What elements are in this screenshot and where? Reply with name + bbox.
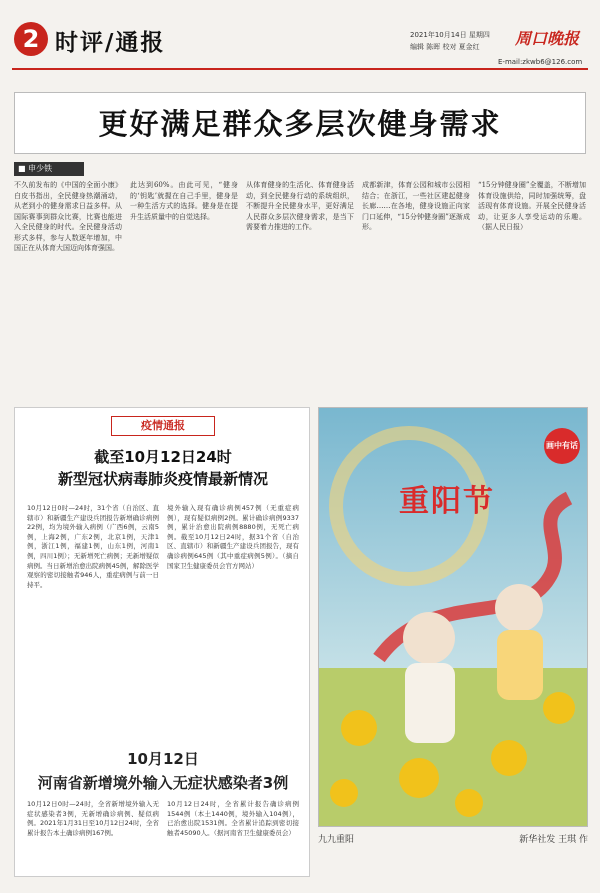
newspaper-logo: 周口晚报 [515,29,580,48]
subreport-column: 10月12日0时—24时，全省新增境外输入无症状感染者3例，无新增确诊病例、疑似病例。2021年1月31日至10月12日24时，全省累计报告本土确诊病例167例。 [27,800,159,837]
elder-woman-head-icon [495,584,543,632]
subreport-date: 10月12日 [127,750,199,768]
epidemic-title-line2: 新型冠状病毒肺炎疫情最新情况 [57,470,268,488]
editors-line: 编辑 陈晖 校对 夏金红 [410,43,480,51]
commentary-article [14,92,586,392]
epidemic-columns [27,504,299,740]
commentary-column: “15分钟健身圈”全覆盖，不断增加体育设施供给，同时加强统筹，盘活现有体育设施。开展全民健身活动，让更多人享受运动的乐趣。（据人民日报） [478,181,586,231]
art-title: 重阳节 [399,484,495,519]
epidemic-column: 10月12日0时—24时，31个省（自治区、直辖市）和新疆生产建设兵团报告新增确诊病例22例，均为境外输入病例（广西6例，云南5例，上海2例，广东2例，北京1例，天津1例，浙江1例，福建1例，山东1例，河南1例，四川1例）；无新增死亡病例；无新增疑似病例。当日新增治愈出院病例45例，解除医学观察的密切接触者946人，重症病例与前一日持平。 [27,504,159,589]
epidemic-title-line1: 截至10月12日24时 [94,448,232,466]
chongyang-illustration [318,407,588,827]
commentary-columns [14,180,586,392]
epidemic-label: 疫情通报 [111,416,215,436]
art-badge: 画中有话 [544,428,580,464]
page-header [0,0,600,80]
elder-man-body-icon [405,663,455,743]
caption-left: 九九重阳 [318,835,355,845]
epidemic-column: 境外输入现有确诊病例457例（无重症病例），现有疑似病例2例。累计确诊病例9337例，累计治愈出院病例8880例，无死亡病例。截至10月12日24时，据31个省（自治区、直辖市）和新疆生产建设兵团报告，现有确诊病例645例（其中重症病例5例）。（摘自国家卫生健康委员会官方网站） [167,504,299,570]
commentary-headline: 更好满足群众多层次健身需求 [98,107,502,141]
commentary-headline-box [14,92,586,154]
commentary-column: 成都新津，体育公园和城市公园相结合；在浙江，一些社区建起健身长廊……在各地，健身设施正向家门口延伸，“15分钟健身圈”逐渐成形。 [362,181,470,231]
commentary-column: 从体育健身的生活化、体育健身活动，到全民健身行动的系统组织，不断提升全民健身水平，更好满足人民群众多层次健身需求，是当下需要着力推进的工作。 [246,181,354,231]
byline: ■ 申少铁 [14,162,84,176]
subreport-column: 10月12日24时，全省累计报告确诊病例1544例（本土1440例，境外输入104例），已治愈出院1531例。全省累计追踪到密切接触者45090人。（据河南省卫生健康委员会） [167,800,299,837]
illustration-caption [318,830,588,852]
commentary-column: 不久前发布的《中国的全面小康》白皮书指出，全民健身热潮涌动，从老到小的健身需求日益多样。从国际赛事到群众比赛，比赛也能进入全民健身的时代。全民健身活动形式多样，参与人数逐年增加，中国正在从体育大国迈向体育强国。 [14,181,122,252]
commentary-column: 此达到60%。由此可见，“健身的‘钥匙’就握在自己手里，健身是一种生活方式的选择。健身是在提升生活质量中的自觉选择。 [130,181,238,221]
subreport-columns [27,800,299,870]
epidemic-report [14,407,310,877]
section-title: 时评/通报 [55,29,166,56]
elder-man-head-icon [403,612,455,664]
contact-email[interactable]: E-mail:zkwb6@126.com [498,58,583,66]
page-number: 2 [14,22,48,56]
subreport-title: 河南省新增境外输入无症状感染者3例 [37,774,289,792]
illustration-figures [319,408,588,827]
elder-woman-body-icon [497,630,543,700]
header-divider [12,68,588,70]
caption-right: 新华社发 王琪 作 [519,835,588,845]
epidemic-title [15,446,311,490]
date-line: 2021年10月14日 星期四 [410,31,490,39]
